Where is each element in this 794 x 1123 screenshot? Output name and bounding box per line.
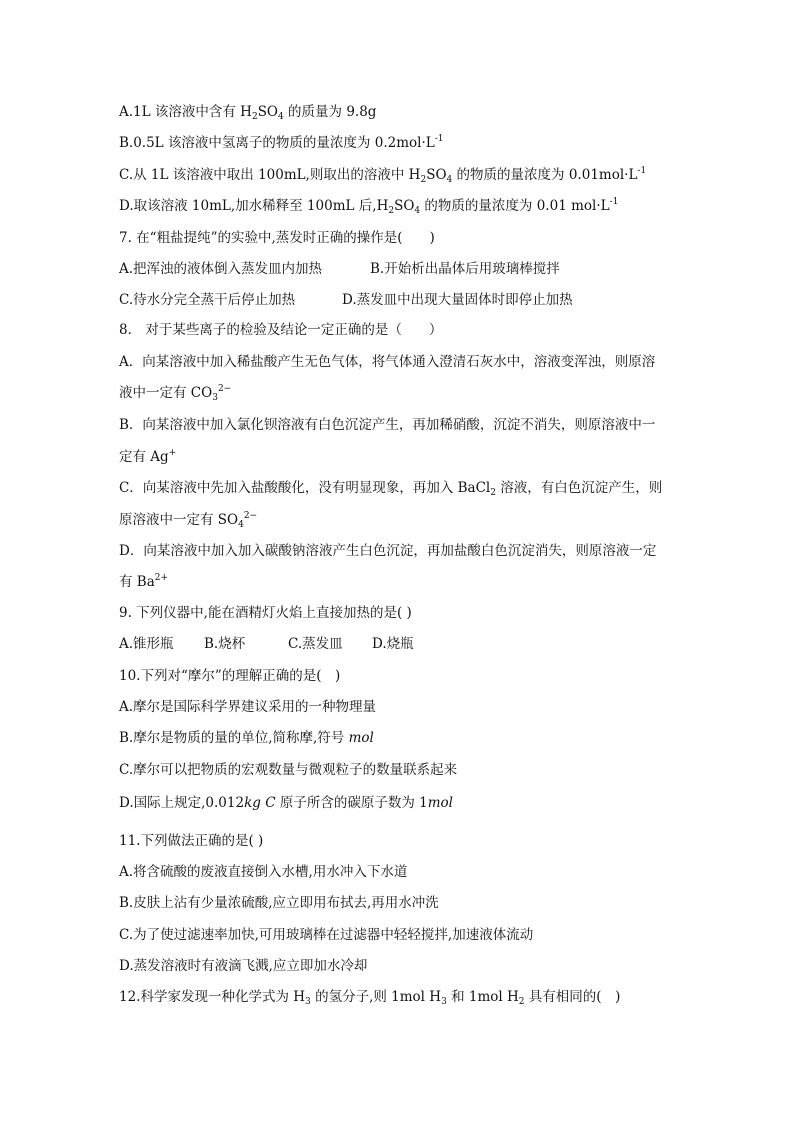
q8-option-d-line1: D．向某溶液中加入加入碳酸钠溶液产生白色沉淀，再加盐酸白色沉淀消失，则原溶液一定	[119, 543, 657, 559]
q9-option-d: D.烧瓶	[372, 636, 414, 652]
q10-option-d: D.国际上规定,0.012kg C 原子所含的碳原子数为 1mol	[119, 795, 453, 811]
q7-stem: 7. 在“粗盐提纯”的实验中,蒸发时正确的操作是( )	[119, 230, 435, 246]
q11-option-b: B.皮肤上沾有少量浓硫酸,应立即用布拭去,再用水冲洗	[119, 895, 439, 911]
q8-option-b-line2: 定有 Ag+	[119, 448, 177, 465]
q11-stem: 11.下列做法正确的是( )	[119, 833, 264, 849]
q8-option-c-line2: 原溶液中一定有 $SO_4^{2-}$	[119, 511, 258, 530]
q7-option-a: A.把浑浊的液体倒入蒸发皿内加热	[119, 261, 323, 277]
q6-option-d: D.取该溶液 10mL,加水稀释至 100mL 后$,H_2SO_4$ 的物质的量浓度为 0.01 $mol\cdot L^{-1}$	[119, 197, 619, 216]
q9-stem: 9. 下列仪器中,能在酒精灯火焰上直接加热的是( )	[119, 605, 412, 621]
q10-option-a: A.摩尔是国际科学界建议采用的一种物理量	[119, 699, 377, 715]
q11-option-d: D.蒸发溶液时有液滴飞溅,应立即加水冷却	[119, 958, 368, 974]
q9-option-a: A.锥形瓶	[119, 636, 174, 652]
q9-option-b: B.烧杯	[204, 636, 246, 652]
q10-option-b: B.摩尔是物质的量的单位,简称摩,符号 mol	[119, 730, 374, 746]
q7-option-b: B.开始析出晶体后用玻璃棒搅拌	[370, 261, 560, 277]
q8-option-a-line1: A．向某溶液中加入稀盐酸产生无色气体，将气体通入澄清石灰水中，溶液变浑浊，则原溶	[119, 354, 656, 370]
q6-option-b: B.0.5L 该溶液中氢离子的物质的量浓度为 $0.2mol\cdot L^{-1}$	[119, 134, 444, 151]
q8-option-d-line2: 有 $Ba^{2+}$	[119, 573, 169, 590]
q9-option-c: C.蒸发皿	[288, 636, 343, 652]
q10-option-c: C.摩尔可以把物质的宏观数量与微观粒子的数量联系起来	[119, 762, 458, 778]
q12-stem: 12.科学家发现一种化学式为 $H_3$ 的氢分子,则 1mol $H_3$ 和 1mol $H_2$ 具有相同的( )	[119, 989, 621, 1007]
q7-options-row2	[119, 290, 573, 310]
q8-option-a-line2: 液中一定有 $CO_3^{2-}$	[119, 384, 232, 403]
q7-option-c: C.待水分完全蒸干后停止加热	[119, 292, 296, 308]
q6-option-c: C.从 1L 该溶液中取出 100mL,则取出的溶液中 $H_2SO_4$ 的物质的量浓度为 $0.01mol\cdot L^{-1}$	[119, 166, 647, 185]
q8-option-c-line1: C．向某溶液中先加入盐酸酸化，没有明显现象，再加入 BaCl$_2$ 溶液，有白色沉淀产生，则	[119, 480, 663, 498]
q11-option-c: C.为了使过滤速率加快,可用玻璃棒在过滤器中轻轻搅拌,加速液体流动	[119, 927, 534, 943]
q9-options	[119, 634, 414, 654]
q10-stem: 10.下列对“摩尔”的理解正确的是( )	[119, 668, 341, 684]
q7-option-d: D.蒸发皿中出现大量固体时即停止加热	[342, 292, 573, 308]
q11-option-a: A.将含硫酸的废液直接倒入水槽,用水冲入下水道	[119, 864, 408, 880]
q7-options-row1	[119, 259, 560, 279]
q6-option-a: A.1L 该溶液中含有 $H_2SO_4$ 的质量为 9.8g	[119, 104, 377, 122]
q8-option-b-line1: B．向某溶液中加入氯化钡溶液有白色沉淀产生，再加稀硝酸，沉淀不消失，则原溶液中一	[119, 417, 656, 433]
q8-stem: 8． 对于某些离子的检验及结论一定正确的是（ ）	[119, 322, 443, 338]
